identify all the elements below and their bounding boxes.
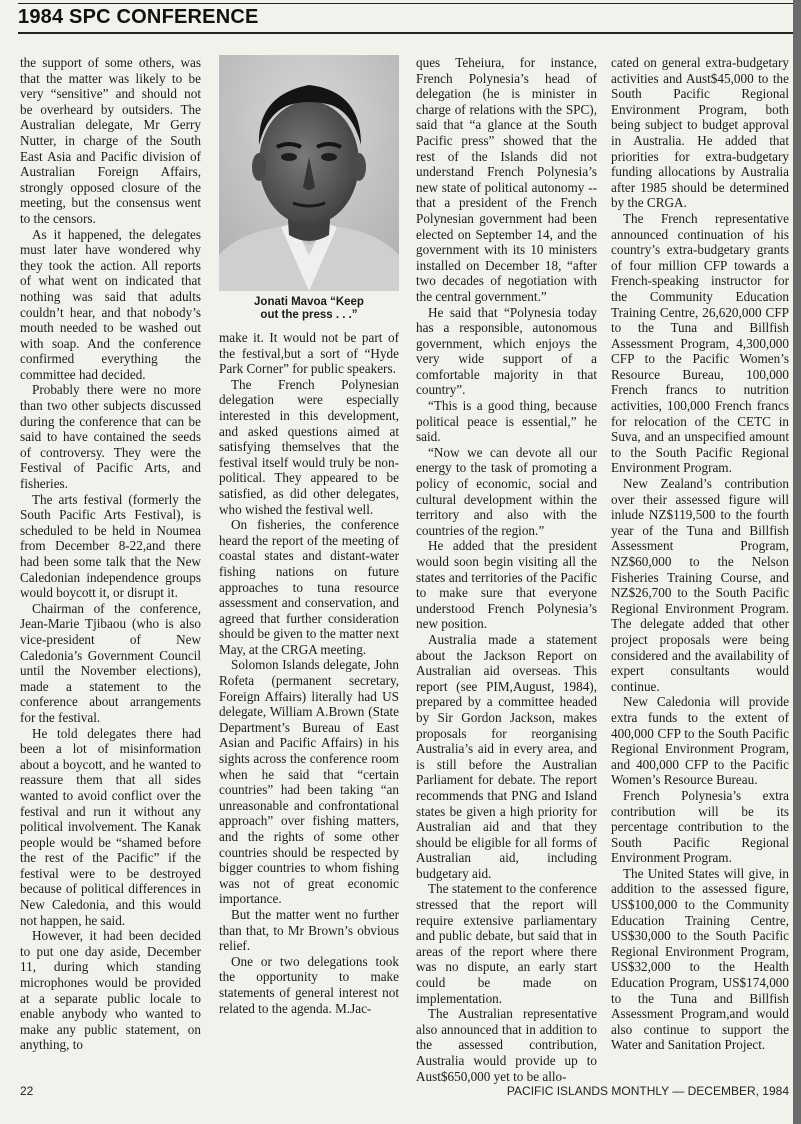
paragraph: He said that “Polynesia today has a responsible, autonomous government, which enjoys the very wide support of a comfortable majority in that country”.	[416, 304, 597, 398]
paragraph: He told delegates there had been a lot of misinformation about a boycott, and he wanted to reassure them that all sides wanted to avoid conflict over the festival and run it without any political involvement. The Kanak people would be “shamed before the rest of the Pacific” if the festival were to be destroyed because of political differences in New Caledonia, and this would not happen, he said.	[20, 725, 201, 928]
photo-caption	[219, 296, 399, 322]
paragraph: New Zealand’s contribution over their assessed figure will inlude NZ$119,500 to the fourth year of the Tuna and Billfish Assessment Program, NZ$60,000 to the Nelson Fisheries Training Course, and NZ$26,700 to the South Pacific Regional Environment Program. The delegate added that other project proposals were being considered and the availability of expert consultants would continue.	[611, 476, 789, 694]
paragraph: make it. It would not be part of the festival,but a sort of “Hyde Park Corner” for public speakers.	[219, 330, 399, 377]
page-number: 22	[20, 1084, 34, 1098]
magazine-credit: PACIFIC ISLANDS MONTHLY — DECEMBER, 1984	[506, 1084, 789, 1098]
caption-line: out the press . . .”	[260, 309, 358, 321]
paragraph: ques Teheiura, for instance, French Polynesia’s head of delegation (he is minister in charge of relations with the SPC), said that “a glance at the South Pacific press” showed that the rest of the Islands did not understand French Polynesia’s new state of political autonomy -- that a president of the French Polynesian government had been elected on September 14, and the government with its 10 ministers installed on December 18, “after two decades of negotiation with the central government.”	[416, 55, 597, 304]
header-rule	[18, 32, 793, 34]
paragraph: He added that the president would soon begin visiting all the states and territories of the Pacific to make sure that everyone understood French Polynesia’s new position.	[416, 538, 597, 632]
paragraph: Probably there were no more than two other subjects discussed during the conference that can be said to have contained the seeds of controversy. They were the Festival of Pacific Arts, and fisheries.	[20, 382, 201, 492]
paragraph: The Australian representative also announced that in addition to the assessed contribution, Australia would provide up to Aust$650,000 yet to be allo-	[416, 1006, 597, 1084]
portrait-photo	[219, 55, 399, 291]
paragraph: Chairman of the conference, Jean-Marie Tjibaou (who is also vice-president of New Caledonia’s Government Council until the November elections), made a statement to the conference about arrangements for the festival.	[20, 600, 201, 725]
article-column-4	[611, 55, 789, 1065]
paragraph: cated on general extra-budgetary activities and Aust$45,000 to the South Pacific Regional Environment Program, both being subject to budget approval in Australia. He added that priorities for extra-budgetary funding allocations by Australia after 1985 should be determined by the CRGA.	[611, 55, 789, 211]
section-header: 1984 SPC CONFERENCE	[18, 6, 259, 28]
paragraph: One or two delegations took the opportunity to make statements of general interest not related to the agenda. M.Jac-	[219, 953, 399, 1016]
paragraph: French Polynesia’s extra contribution will be its percentage contribution to the South Pacific Regional Environment Program.	[611, 787, 789, 866]
paragraph: Solomon Islands delegate, John Rofeta (permanent secretary, Foreign Affairs) literally had US delegate, William A.Brown (State Department’s Bureau of East Asian and Pacific Affairs) in his sights across the conference room when he said that “certain countries” had been taking “an unreasonable and confrontational approach” over fishing matters, and the rights of some other countries should be respected by bigger countries to whom fishing was not of great economic importance.	[219, 657, 399, 907]
paragraph: The French representative announced continuation of his country’s extra-budgetary grants of four million CFP towards a French-speaking instructor for the Community Education Training Centre, 26,620,000 CFP to the Tuna and Billfish Assessment Program, 4,300,000 CFP to the Pacific Women’s Resource Bureau, 100,000 French francs to nutrition activities, 100,000 French francs for relocation of the CETC in Suva, and an unspecified amount to the South Pacific Regional Environment Program.	[611, 210, 789, 476]
paragraph: Australia made a statement about the Jackson Report on Australian aid overseas. This report (see PIM,August, 1984), prepared by a committee headed by Sir Gordon Jackson, makes proposals for reorganising Australia’s aid in every area, and is still before the Australian Parliament for debate. The report recommends that PNG and Island states be given a high priority for Australian aid and that they should be eligible for all forms of Australian aid, including budgetary aid.	[416, 631, 597, 881]
paragraph: But the matter went no further than that, to Mr Brown’s obvious relief.	[219, 906, 399, 954]
paragraph: “Now we can devote all our energy to the task of promoting a policy of economic, social and cultural development within the territory and also with the countries of the region.”	[416, 444, 597, 538]
paragraph: The United States will give, in addition to the assessed figure, US$100,000 to the Community Education Training Centre, US$30,000 to the South Pacific Regional Environment Program, US$32,000 to the Health Education Program, US$174,000 to the Tuna and Billfish Assessment Program,and would also continue to support the Water and Sanitation Project.	[611, 865, 789, 1053]
article-column-1	[20, 55, 201, 1065]
paragraph: The statement to the conference stressed that the report will require extensive parliamentary and public debate, but said that in areas of the report where there was no dispute, an early start could be made on implementation.	[416, 881, 597, 1006]
paragraph: The French Polynesian delegation were especially interested in this development, and asked questions aimed at satisfying themselves that the festival itself would truly be non-political. They appeared to be satisfied, as did other delegates, who wished the festival well.	[219, 376, 399, 517]
paragraph: “This is a good thing, because political peace is essential,” he said.	[416, 398, 597, 445]
scan-edge	[793, 0, 801, 1124]
top-border	[18, 3, 793, 4]
article-column-2	[219, 55, 399, 1065]
paragraph: However, it had been decided to put one day aside, December 11, during which standing microphones would be provided at a separate public locale to enable anybody who wanted to make any public statement, on anything, to	[20, 928, 201, 1053]
paragraph: The arts festival (formerly the South Pacific Arts Festival), is scheduled to be held in Noumea from December 8-22,and there had been some talk that the New Caledonian independence groups would boycott it, or disrupt it.	[20, 491, 201, 601]
paragraph: On fisheries, the conference heard the report of the meeting of coastal states and distant-water fishing nations on future approaches to tuna resource assessment and conservation, and agreed that further consideration should be given to the matter next May, at the CRGA meeting.	[219, 517, 399, 657]
paragraph: New Caledonia will provide extra funds to the extent of 400,000 CFP to the South Pacific Regional Environment Program, and 400,000 CFP to the Pacific Women’s Resource Bureau.	[611, 694, 789, 788]
article-column-3	[416, 55, 597, 1084]
photo-figure	[219, 55, 399, 322]
paragraph: the support of some others, was that the matter was likely to be very “sensitive” and should not be overheard by outsiders. The Australian delegate, Mr Gerry Nutter, in charge of the South East Asia and Pacific division of Australian Foreign Affairs, strongly opposed closure of the meeting, but the consensus went to the censors.	[20, 55, 201, 226]
paragraph: As it happened, the delegates must later have wondered why they took the action. All reports of what went on indicated that nothing was said that adults couldn’t hear, and that nobody’s mouth needed to be washed out with soap. And the conference confirmed everything the committee had decided.	[20, 226, 201, 382]
caption-line: Jonati Mavoa “Keep	[254, 296, 364, 308]
